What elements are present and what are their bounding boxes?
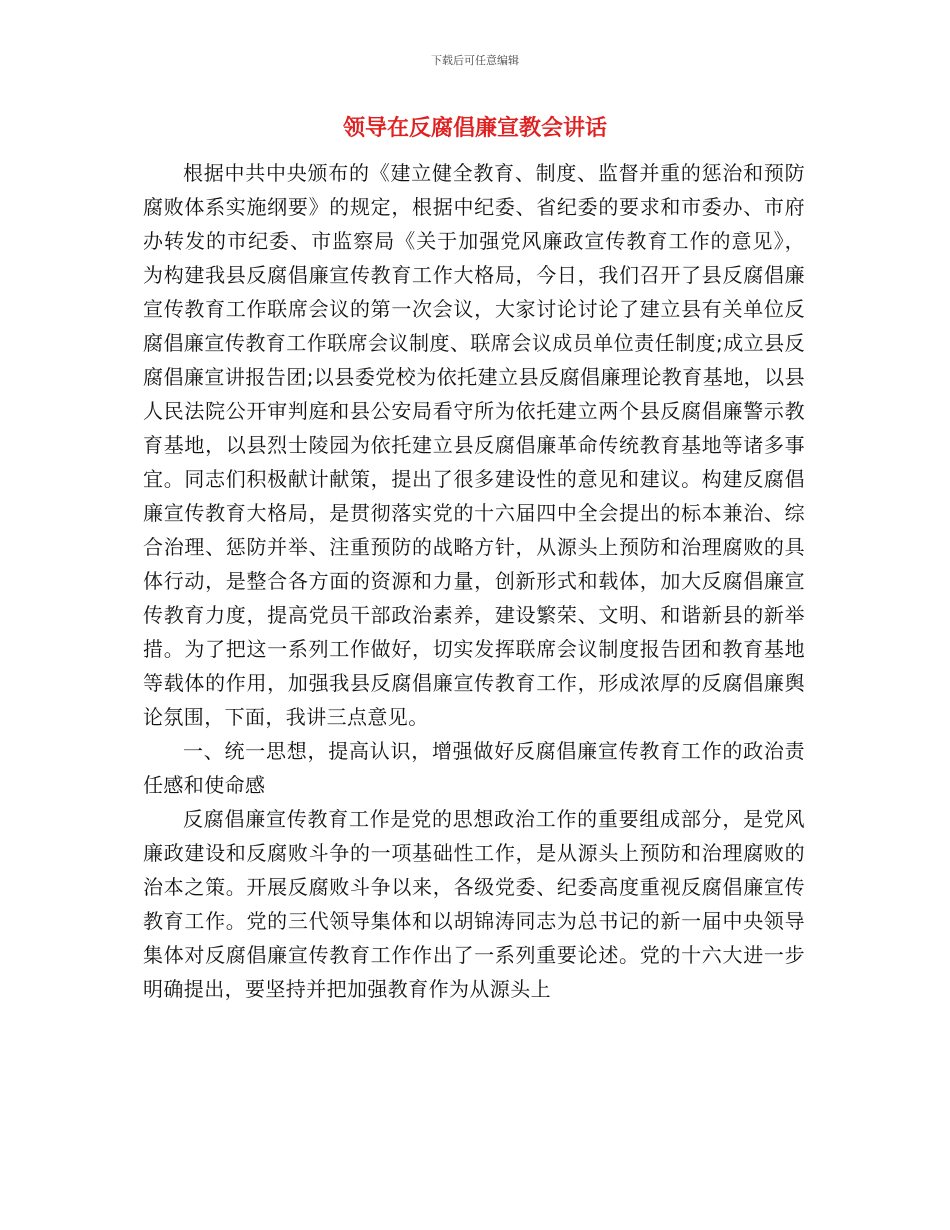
document-title: 领导在反腐倡廉宣教会讲话 <box>342 116 607 141</box>
paragraph-intro: 根据中共中央颁布的《建立健全教育、制度、监督并重的惩治和预防腐败体系实施纲要》的规定，根据中纪委、省纪委的要求和市委办、市府办转发的市纪委、市监察局《关于加强党风廉政宣传教育工作的意见》，为构建我县反腐倡廉宣传教育工作大格局，今日，我们召开了县反腐倡廉宣传教育工作联席会议的第一次会议，大家讨论讨论了建立县有关单位反腐倡廉宣传教育工作联席会议制度、联席会议成员单位责任制度;成立县反腐倡廉宣讲报告团;以县委党校为依托建立县反腐倡廉理论教育基地，以县人民法院公开审判庭和县公安局看守所为依托建立两个县反腐倡廉警示教育基地，以县烈士陵园为依托建立县反腐倡廉革命传统教育基地等诸多事宜。同志们积极献计献策，提出了很多建设性的意见和建议。构建反腐倡廉宣传教育大格局，是贯彻落实党的十六届四中全会提出的标本兼治、综合治理、惩防并举、注重预防的战略方针，从源头上预防和治理腐败的具体行动，是整合各方面的资源和力量，创新形式和载体，加大反腐倡廉宣传教育力度，提高党员干部政治素养，建设繁荣、文明、和谐新县的新举措。为了把这一系列工作做好，切实发挥联席会议制度报告团和教育基地等载体的作用，加强我县反腐倡廉宣传教育工作，形成浓厚的反腐倡廉舆论氛围，下面，我讲三点意见。 <box>143 161 805 729</box>
paragraph-section-1: 反腐倡廉宣传教育工作是党的思想政治工作的重要组成部分，是党风廉政建设和反腐败斗争的一项基础性工作，是从源头上预防和治理腐败的治本之策。开展反腐败斗争以来，各级党委、纪委高度重视反腐倡廉宣传教育工作。党的三代领导集体和以胡锦涛同志为总书记的新一届中央领导集体对反腐倡廉宣传教育工作作出了一系列重要论述。党的十六大进一步明确提出，要坚持并把加强教育作为从源头上 <box>143 807 805 1001</box>
header-note: 下载后可任意编辑 <box>431 54 519 67</box>
document-body <box>143 156 805 1006</box>
section-heading-1: 一、统一思想，提高认识，增强做好反腐倡廉宣传教育工作的政治责任感和使命感 <box>143 739 805 797</box>
